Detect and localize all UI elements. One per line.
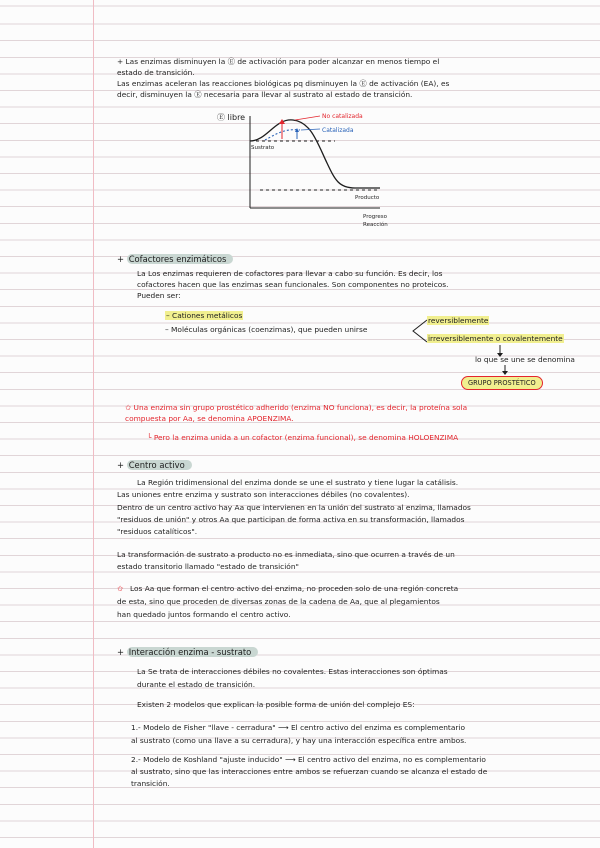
graph-no-catalyzed-label: No catalizada bbox=[322, 113, 363, 120]
pointer-red bbox=[295, 116, 320, 120]
s3-p3b: de esta, sino que proceden de diversas zonas de la cadena de Aa, que al plegamientos bbox=[117, 597, 440, 606]
s2-branch1: reversiblemente bbox=[428, 316, 489, 325]
graph-xlabel-1: Progreso bbox=[363, 214, 387, 220]
pointer-blue bbox=[301, 129, 320, 130]
s3-heading: + Centro activo bbox=[117, 460, 192, 471]
s4-p1b: durante el estado de transición. bbox=[137, 680, 256, 689]
s3-p2a: La transformación de sustrato a producto no es inmediata, sino que ocurren a través de un bbox=[117, 550, 455, 559]
s4-m2a: 2.- Modelo de Koshland "ajuste inducido" ⟶ El centro activo del enzima, no es complementario bbox=[131, 755, 486, 764]
graph-xlabel-2: Reacción bbox=[363, 222, 388, 228]
s2-p1b: cofactores hacen que las enzimas sean funcionales. Son componentes no proteicos. bbox=[137, 280, 449, 289]
s1-line3: Las enzimas aceleran las reacciones biológicas pq disminuyen la Ⓔ de activación (EA), es bbox=[117, 79, 450, 88]
s4-m1a: 1.- Modelo de Fisher "llave - cerradura" ⟶ El centro activo del enzima es complementario bbox=[131, 723, 465, 732]
s2-item1: – Cationes metálicos bbox=[166, 311, 243, 320]
down-arrow-icon-2 bbox=[500, 364, 510, 376]
s3-p1c: Dentro de un centro activo hay Aa que intervienen en la unión del sustrato al enzima, llamados bbox=[117, 503, 471, 512]
s3-p1e: "residuos catalíticos". bbox=[117, 527, 198, 536]
s2-branch2: irreversiblemente o covalentemente bbox=[428, 334, 563, 343]
s2-p1c: Pueden ser: bbox=[137, 291, 181, 300]
s1-line1: + Las enzimas disminuyen la Ⓔ de activación para poder alcanzar en menos tiempo el bbox=[117, 57, 440, 66]
s2-star1b: compuesta por Aa, se denomina APOENZIMA. bbox=[125, 414, 294, 423]
graph-substrate-label: Sustrato bbox=[251, 145, 275, 151]
graph-ylabel: Ⓔ libre bbox=[217, 113, 246, 122]
s3-p1a: La Región tridimensional del enzima donde se une el sustrato y tiene lugar la catálisis. bbox=[137, 478, 459, 487]
s4-m2c: transición. bbox=[131, 779, 170, 788]
s4-m1b: al sustrato (como una llave a su cerradura), y hay una interacción específica entre ambos. bbox=[131, 736, 467, 745]
s1-line4: decir, disminuyen la Ⓔ necesaria para llevar al sustrato al estado de transición. bbox=[117, 90, 413, 99]
s4-heading: + Interacción enzima - sustrato bbox=[117, 647, 258, 658]
s4-p1a: La Se trata de interacciones débiles no covalentes. Estas interacciones son óptimas bbox=[137, 667, 448, 676]
graph-product-label: Producto bbox=[355, 195, 380, 201]
reaction-curve bbox=[250, 120, 380, 188]
s3-p2b: estado transitorio llamado "estado de transición" bbox=[117, 562, 299, 571]
s3-p3c: han quedado juntos formando el centro activo. bbox=[117, 610, 291, 619]
s2-star2: └ Pero la enzima unida a un cofactor (enzima funcional), se denomina HOLOENZIMA bbox=[147, 433, 459, 442]
s2-heading: + Cofactores enzimáticos bbox=[117, 254, 233, 265]
s2-note: lo que se une se denomina bbox=[475, 355, 575, 364]
s4-p2: Existen 2 modelos que explican la posible forma de unión del complejo ES: bbox=[137, 700, 415, 709]
margin-line bbox=[93, 0, 94, 848]
s2-star1a: ✩ Una enzima sin grupo prostético adherido (enzima NO funciona), es decir, la proteína sola bbox=[125, 403, 468, 412]
energy-graph bbox=[205, 108, 405, 234]
s2-item2: – Moléculas orgánicas (coenzimas), que pueden unirse bbox=[165, 325, 368, 334]
s1-line2: estado de transición. bbox=[117, 68, 195, 77]
graph-catalyzed-label: Catalizada bbox=[322, 127, 354, 134]
s3-p3a: Los Aa que forman el centro activo del enzima, no proceden solo de una región concreta bbox=[130, 584, 459, 593]
s3-p1b: Las uniones entre enzima y sustrato son interacciones débiles (no covalentes). bbox=[117, 490, 410, 499]
s4-m2b: al sustrato, sino que las interacciones entre ambos se refuerzan cuando se alcanza el estado de bbox=[131, 767, 488, 776]
s3-star: ✩ bbox=[117, 584, 124, 593]
s3-p1d: "residuos de unión" y otros Aa que participan de forma activa en su transformación, llamados bbox=[117, 515, 465, 524]
s2-p1a: La Los enzimas requieren de cofactores para llevar a cabo su función. Es decir, los bbox=[137, 269, 443, 278]
s2-group-box: GRUPO PROSTÉTICO bbox=[461, 376, 543, 390]
